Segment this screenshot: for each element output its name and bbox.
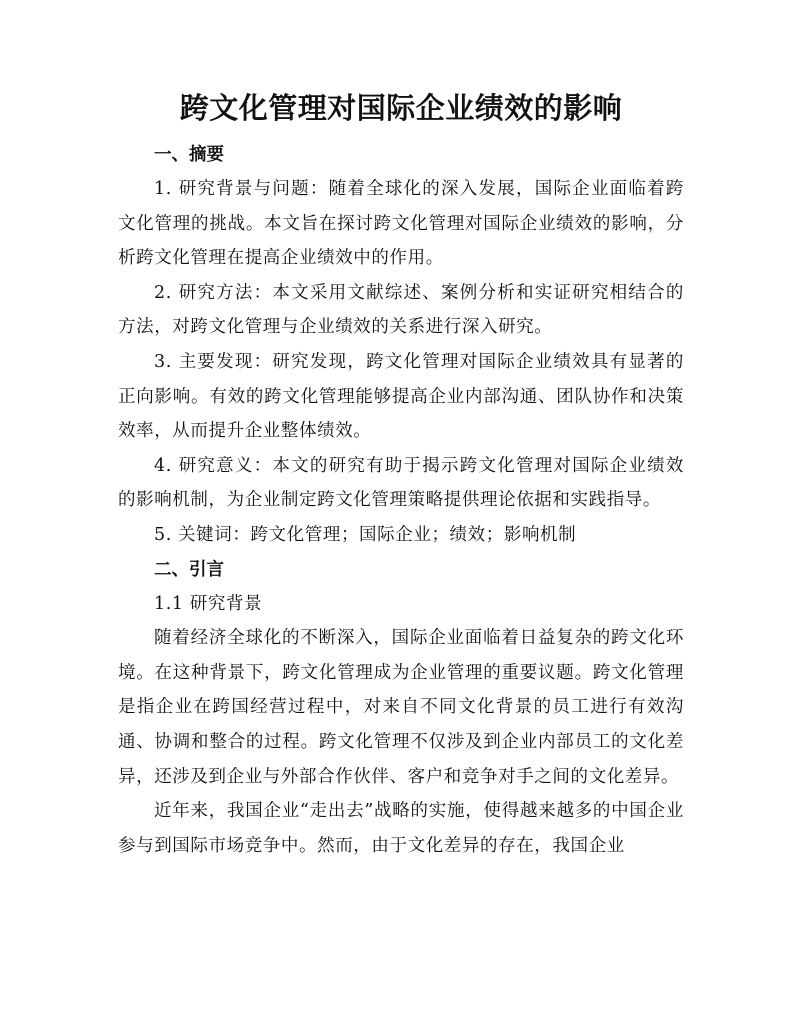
section-heading-abstract: 一、摘要	[154, 145, 224, 165]
document-page	[118, 88, 684, 863]
abstract-item-1: 1. 研究背景与问题：随着全球化的深入发展，国际企业面临着跨文化管理的挑战。本文旨在探讨跨文化管理对国际企业绩效的影响，分析跨文化管理在提高企业绩效中的作用。	[118, 179, 684, 269]
abstract-item-2: 2. 研究方法：本文采用文献综述、案例分析和实证研究相结合的方法，对跨文化管理与企业绩效的关系进行深入研究。	[118, 282, 684, 338]
abstract-item-3: 3. 主要发现：研究发现，跨文化管理对国际企业绩效具有显著的正向影响。有效的跨文化管理能够提高企业内部沟通、团队协作和决策效率，从而提升企业整体绩效。	[118, 351, 684, 442]
subsection-heading-background: 1.1 研究背景	[154, 593, 263, 614]
intro-paragraph-1: 随着经济全球化的不断深入，国际企业面临着日益复杂的跨文化环境。在这种背景下，跨文化管理成为企业管理的重要议题。跨文化管理是指企业在跨国经营过程中，对来自不同文化背景的员工进行有效沟通、协调和整合的过程。跨文化管理不仅涉及到企业内部员工的文化差异，还涉及到企业与外部合作伙伴、客户和竞争对手之间的文化差异。	[118, 628, 684, 787]
document-title: 跨文化管理对国际企业绩效的影响	[179, 91, 623, 125]
section-heading-intro: 二、引言	[154, 559, 224, 580]
intro-paragraph-2: 近年来，我国企业“走出去”战略的实施，使得越来越多的中国企业参与到国际市场竞争中。然而，由于文化差异的存在，我国企业	[118, 801, 684, 856]
abstract-item-4: 4. 研究意义：本文的研究有助于揭示跨文化管理对国际企业绩效的影响机制，为企业制定跨文化管理策略提供理论依据和实践指导。	[118, 455, 684, 511]
abstract-item-5: 5. 关键词：跨文化管理；国际企业；绩效；影响机制	[154, 524, 577, 545]
